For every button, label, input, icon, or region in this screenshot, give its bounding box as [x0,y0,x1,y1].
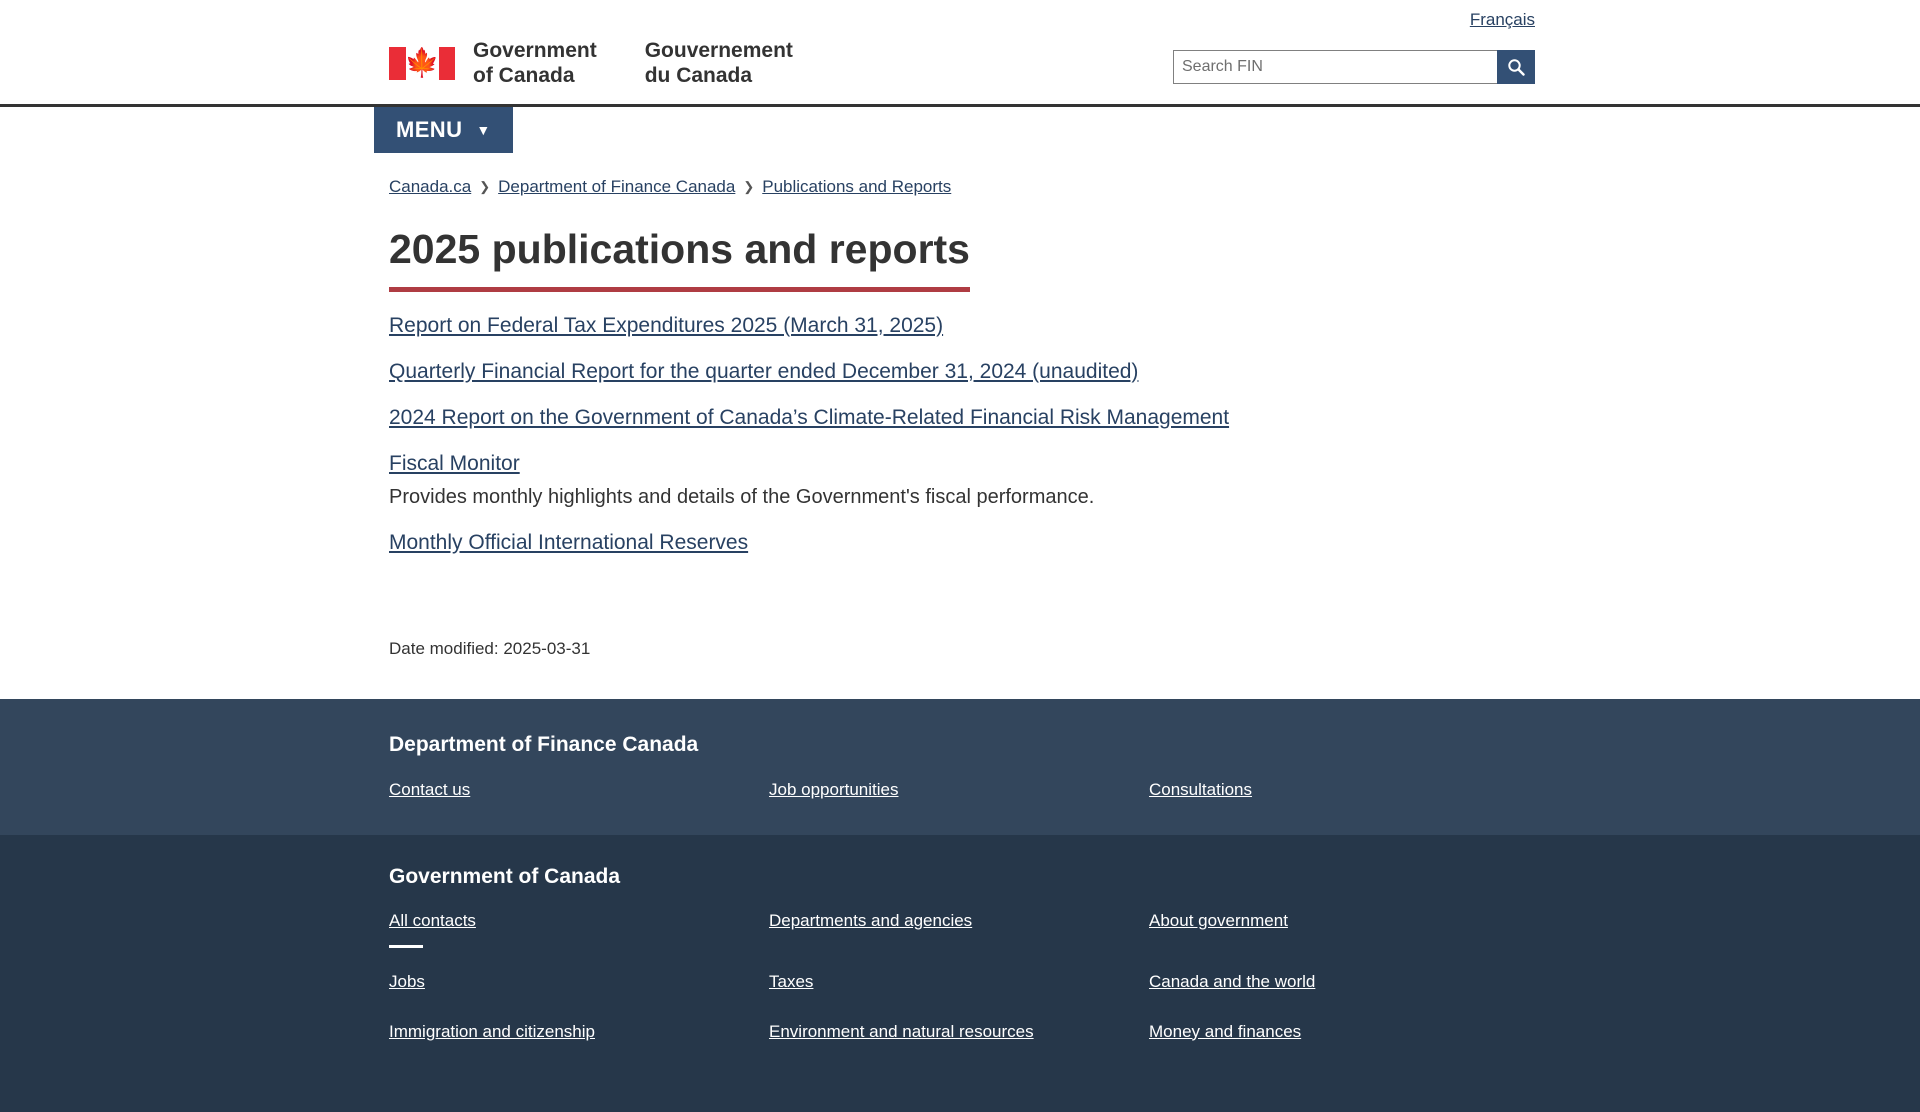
list-item [389,314,1920,338]
contextual-footer-col-3 [1149,779,1529,801]
footer-link-money-and-finances[interactable]: Money and finances [1149,1021,1302,1041]
canada-flag-icon: 🍁 [389,47,455,80]
footer-link-consultations[interactable]: Consultations [1149,779,1253,799]
breadcrumb-item-canada-ca[interactable]: Canada.ca [389,177,472,197]
publication-description-fiscal-monitor: Provides monthly highlights and details of the Government's fiscal performance. [389,485,1095,508]
publication-link-monthly-official-international-reserves[interactable]: Monthly Official International Reserves [389,530,749,554]
page-title: 2025 publications and reports [389,225,970,291]
footer-link-jobs[interactable]: Jobs [389,971,425,991]
search-icon [1507,58,1525,76]
contextual-footer-links [389,779,1539,801]
list-item [389,452,1920,509]
footer-col-1 [389,911,769,1072]
breadcrumb-separator-icon: ❯ [479,179,491,195]
signature-english-line1: Government [473,39,597,62]
signature-french [645,38,793,88]
list-item [389,531,1920,555]
language-toggle-row [0,0,1920,30]
publication-link-quarterly-financial-report[interactable]: Quarterly Financial Report for the quarter ended December 31, 2024 (unaudited) [389,359,1139,383]
publication-link-fiscal-monitor[interactable]: Fiscal Monitor [389,451,520,475]
publication-link-climate-related-financial-risk-management[interactable]: 2024 Report on the Government of Canada’s Climate-Related Financial Risk Management [389,405,1230,429]
date-modified: Date modified: 2025-03-31 [389,638,591,658]
main-menu-button[interactable] [374,107,513,153]
footer-heading: Government of Canada [389,864,621,888]
list-item [389,406,1920,430]
contextual-footer-heading: Department of Finance Canada [389,732,699,756]
breadcrumb-item-department-of-finance-canada[interactable]: Department of Finance Canada [498,177,736,197]
footer-link-grid [389,911,1539,1072]
site-search [1173,50,1535,84]
signature-english-line2: of Canada [473,64,575,88]
signature-english [473,38,597,88]
footer-spacer [769,945,1149,948]
publication-link-report-on-federal-tax-expenditures-2025[interactable]: Report on Federal Tax Expenditures 2025 (March 31, 2025) [389,313,944,337]
footer-divider [389,945,423,948]
footer-link-departments-and-agencies[interactable]: Departments and agencies [769,910,973,930]
footer-link-contact-us[interactable]: Contact us [389,779,471,799]
footer-link-immigration-and-citizenship[interactable]: Immigration and citizenship [389,1021,595,1041]
footer-link-taxes[interactable]: Taxes [769,971,814,991]
publications-list [389,314,1920,555]
footer-spacer [1149,945,1529,948]
main-content [0,197,1920,698]
global-header [0,0,1920,107]
contextual-footer [0,699,1920,835]
footer-link-about-government[interactable]: About government [1149,910,1288,930]
footer-col-2 [769,911,1149,1072]
footer-link-all-contacts[interactable]: All contacts [389,910,476,930]
contextual-footer-col-1 [389,779,769,801]
search-input[interactable] [1173,50,1497,84]
main-menu-label: MENU [396,117,463,143]
header-main-row [0,30,1920,98]
footer-link-environment-and-natural-resources[interactable]: Environment and natural resources [769,1021,1034,1041]
government-of-canada-signature[interactable] [389,38,793,88]
site-menu-bar [0,107,1920,153]
footer-link-job-opportunities[interactable]: Job opportunities [769,779,899,799]
search-button[interactable] [1497,50,1535,84]
government-of-canada-footer [0,835,1920,1112]
signature-french-line2: du Canada [644,64,753,88]
list-item [389,360,1920,384]
chevron-down-icon: ▼ [476,122,491,139]
breadcrumb-item-publications-and-reports[interactable]: Publications and Reports [762,177,952,197]
signature-french-line1: Gouvernement [644,39,793,62]
footer-col-3 [1149,911,1529,1072]
signature-wordmark [473,38,793,88]
footer-link-canada-and-the-world[interactable]: Canada and the world [1149,971,1316,991]
language-toggle-link[interactable]: Français [1469,10,1535,29]
breadcrumb [0,153,1920,197]
breadcrumb-separator-icon: ❯ [743,179,755,195]
contextual-footer-col-2 [769,779,1149,801]
